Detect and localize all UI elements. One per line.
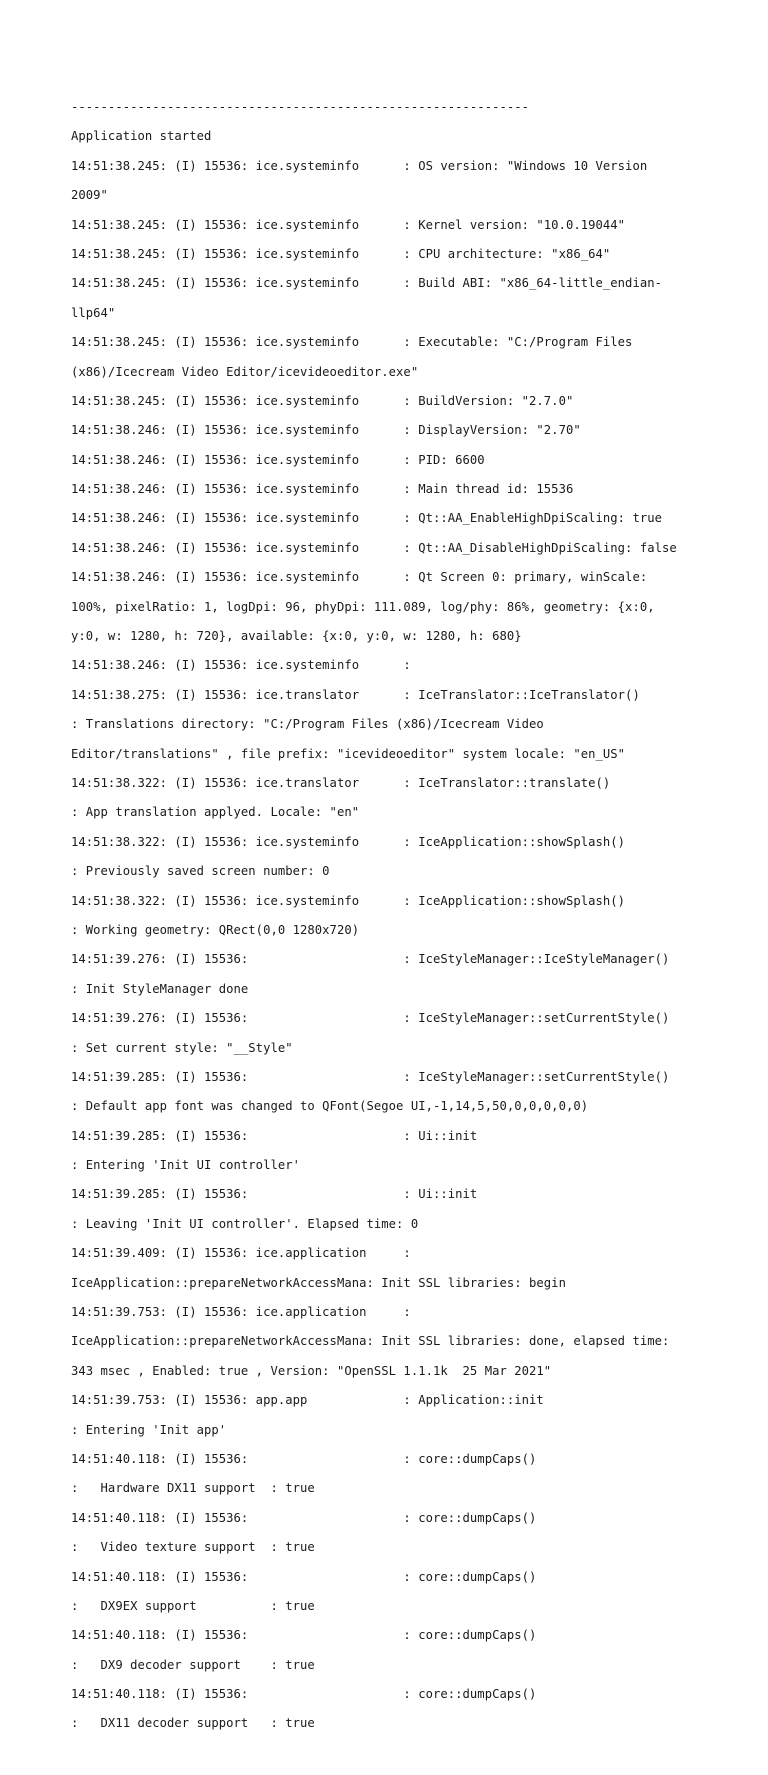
log-line: 14:51:38.246: (I) 15536: ice.systeminfo : Qt::AA_DisableHighDpiScaling: false xyxy=(71,540,677,555)
log-line: 100%, pixelRatio: 1, logDpi: 96, phyDpi: 111.089, log/phy: 86%, geometry: {x:0, xyxy=(71,599,655,614)
log-separator-line: -------------------------------------------------------------- xyxy=(71,100,530,114)
log-line: 14:51:38.246: (I) 15536: ice.systeminfo : Qt::AA_EnableHighDpiScaling: true xyxy=(71,511,662,526)
log-line: (x86)/Icecream Video Editor/icevideoeditor.exe" xyxy=(71,364,419,379)
log-line: 14:51:38.322: (I) 15536: ice.systeminfo : IceApplication::showSplash() xyxy=(71,893,626,908)
log-line: 14:51:40.118: (I) 15536: : core::dumpCaps() xyxy=(71,1687,537,1702)
log-line: 14:51:38.245: (I) 15536: ice.systeminfo : CPU architecture: "x86_64" xyxy=(71,246,611,261)
log-line: 14:51:38.322: (I) 15536: ice.systeminfo : IceApplication::showSplash() xyxy=(71,834,626,849)
log-line: Application started xyxy=(71,129,212,144)
log-line: 14:51:38.246: (I) 15536: ice.systeminfo : Qt Screen 0: primary, winScale: xyxy=(71,570,648,585)
log-line: 14:51:38.246: (I) 15536: ice.systeminfo : Main thread id: 15536 xyxy=(71,482,574,497)
log-line: 14:51:39.285: (I) 15536: : Ui::init xyxy=(71,1187,478,1202)
log-line: : Leaving 'Init UI controller'. Elapsed time: 0 xyxy=(71,1216,419,1231)
log-line: : App translation applyed. Locale: "en" xyxy=(71,805,360,820)
log-line: IceApplication::prepareNetworkAccessMana: Init SSL libraries: done, elapsed time: xyxy=(71,1334,670,1349)
log-line: : Init StyleManager done xyxy=(71,981,249,996)
log-text-block xyxy=(71,100,761,1775)
log-line: : Set current style: "__Style" xyxy=(71,1040,293,1055)
log-line: 14:51:40.118: (I) 15536: : core::dumpCaps() xyxy=(71,1451,537,1466)
log-line: : DX9 decoder support : true xyxy=(71,1657,315,1672)
log-line: : DX11 decoder support : true xyxy=(71,1716,315,1731)
log-line: 14:51:39.753: (I) 15536: app.app : Application::init xyxy=(71,1393,544,1408)
log-line: 14:51:40.118: (I) 15536: : core::dumpCaps() xyxy=(71,1510,537,1525)
log-line: : Entering 'Init app' xyxy=(71,1422,227,1437)
log-line: : Hardware DX11 support : true xyxy=(71,1481,315,1496)
log-line: 14:51:38.245: (I) 15536: ice.systeminfo : Executable: "C:/Program Files xyxy=(71,335,633,350)
log-line: 14:51:40.118: (I) 15536: : core::dumpCaps() xyxy=(71,1628,537,1643)
log-line: 14:51:39.753: (I) 15536: ice.application : xyxy=(71,1305,411,1320)
log-line: 14:51:39.285: (I) 15536: : IceStyleManager::setCurrentStyle() xyxy=(71,1069,670,1084)
log-line: IceApplication::prepareNetworkAccessMana: Init SSL libraries: begin xyxy=(71,1275,566,1290)
log-line: : Default app font was changed to QFont(Segoe UI,-1,14,5,50,0,0,0,0,0) xyxy=(71,1099,589,1114)
log-line: 14:51:38.322: (I) 15536: ice.translator : IceTranslator::translate() xyxy=(71,775,611,790)
log-line: : Video texture support : true xyxy=(71,1540,315,1555)
log-line xyxy=(71,1746,761,1761)
log-line: 14:51:39.285: (I) 15536: : Ui::init xyxy=(71,1128,478,1143)
log-line: : Entering 'Init UI controller' xyxy=(71,1158,301,1173)
log-line: 14:51:38.245: (I) 15536: ice.systeminfo : Build ABI: "x86_64-little_endian- xyxy=(71,276,662,291)
log-line: : Working geometry: QRect(0,0 1280x720) xyxy=(71,922,360,937)
log-line: 14:51:38.246: (I) 15536: ice.systeminfo : PID: 6600 xyxy=(71,452,485,467)
log-line: llp64" xyxy=(71,305,116,320)
log-line: 14:51:38.245: (I) 15536: ice.systeminfo : Kernel version: "10.0.19044" xyxy=(71,217,626,232)
log-line: Editor/translations" , file prefix: "icevideoeditor" system locale: "en_US" xyxy=(71,746,626,761)
log-line: 14:51:40.118: (I) 15536: : core::dumpCaps() xyxy=(71,1569,537,1584)
log-line: : Translations directory: "C:/Program Files (x86)/Icecream Video xyxy=(71,717,544,732)
log-line: y:0, w: 1280, h: 720}, available: {x:0, y:0, w: 1280, h: 680} xyxy=(71,629,522,644)
log-line: 14:51:38.246: (I) 15536: ice.systeminfo : DisplayVersion: "2.70" xyxy=(71,423,581,438)
log-line: 14:51:38.245: (I) 15536: ice.systeminfo : BuildVersion: "2.7.0" xyxy=(71,393,574,408)
log-line: 14:51:39.276: (I) 15536: : IceStyleManager::IceStyleManager() xyxy=(71,952,670,967)
log-line: 14:51:38.275: (I) 15536: ice.translator : IceTranslator::IceTranslator() xyxy=(71,687,640,702)
log-line: : Previously saved screen number: 0 xyxy=(71,864,330,879)
log-line: 14:51:39.409: (I) 15536: ice.application : xyxy=(71,1246,411,1261)
log-line: 14:51:38.245: (I) 15536: ice.systeminfo : OS version: "Windows 10 Version xyxy=(71,158,648,173)
log-line: : DX9EX support : true xyxy=(71,1598,315,1613)
log-line: 14:51:39.276: (I) 15536: : IceStyleManager::setCurrentStyle() xyxy=(71,1011,670,1026)
log-line: 343 msec , Enabled: true , Version: "OpenSSL 1.1.1k 25 Mar 2021" xyxy=(71,1363,552,1378)
log-line: 14:51:38.246: (I) 15536: ice.systeminfo : xyxy=(71,658,411,673)
log-line: 2009" xyxy=(71,188,108,203)
